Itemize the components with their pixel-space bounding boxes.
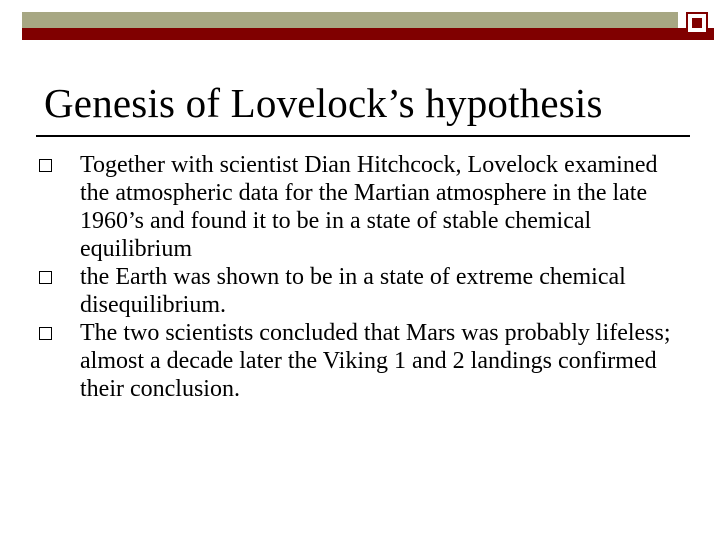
title-divider [36, 135, 690, 137]
top-decorative-bar [22, 12, 678, 28]
bullet-item-1 [37, 151, 687, 263]
bullet-text: the Earth was shown to be in a state of extreme chemical disequilibrium. [80, 264, 626, 318]
bullet-item-2 [37, 263, 687, 319]
slide-title: Genesis of Lovelock’s hypothesis [44, 80, 603, 126]
bullet-item-3 [37, 319, 687, 403]
hollow-square-bullet-icon [39, 271, 52, 284]
hollow-square-bullet-icon [39, 159, 52, 172]
corner-square-fill-icon [692, 18, 702, 28]
bullet-text: Together with scientist Dian Hitchcock, Lovelock examined the atmospheric data for the Martian atmosphere in the late 1960’s and found it to be in a state of stable chemical equilibrium [80, 152, 658, 262]
bullet-text: The two scientists concluded that Mars was probably lifeless; almost a decade later the Viking 1 and 2 landings confirmed their conclusion. [80, 320, 671, 402]
bullet-list [37, 151, 687, 403]
top-accent-stripe [22, 28, 714, 40]
hollow-square-bullet-icon [39, 327, 52, 340]
